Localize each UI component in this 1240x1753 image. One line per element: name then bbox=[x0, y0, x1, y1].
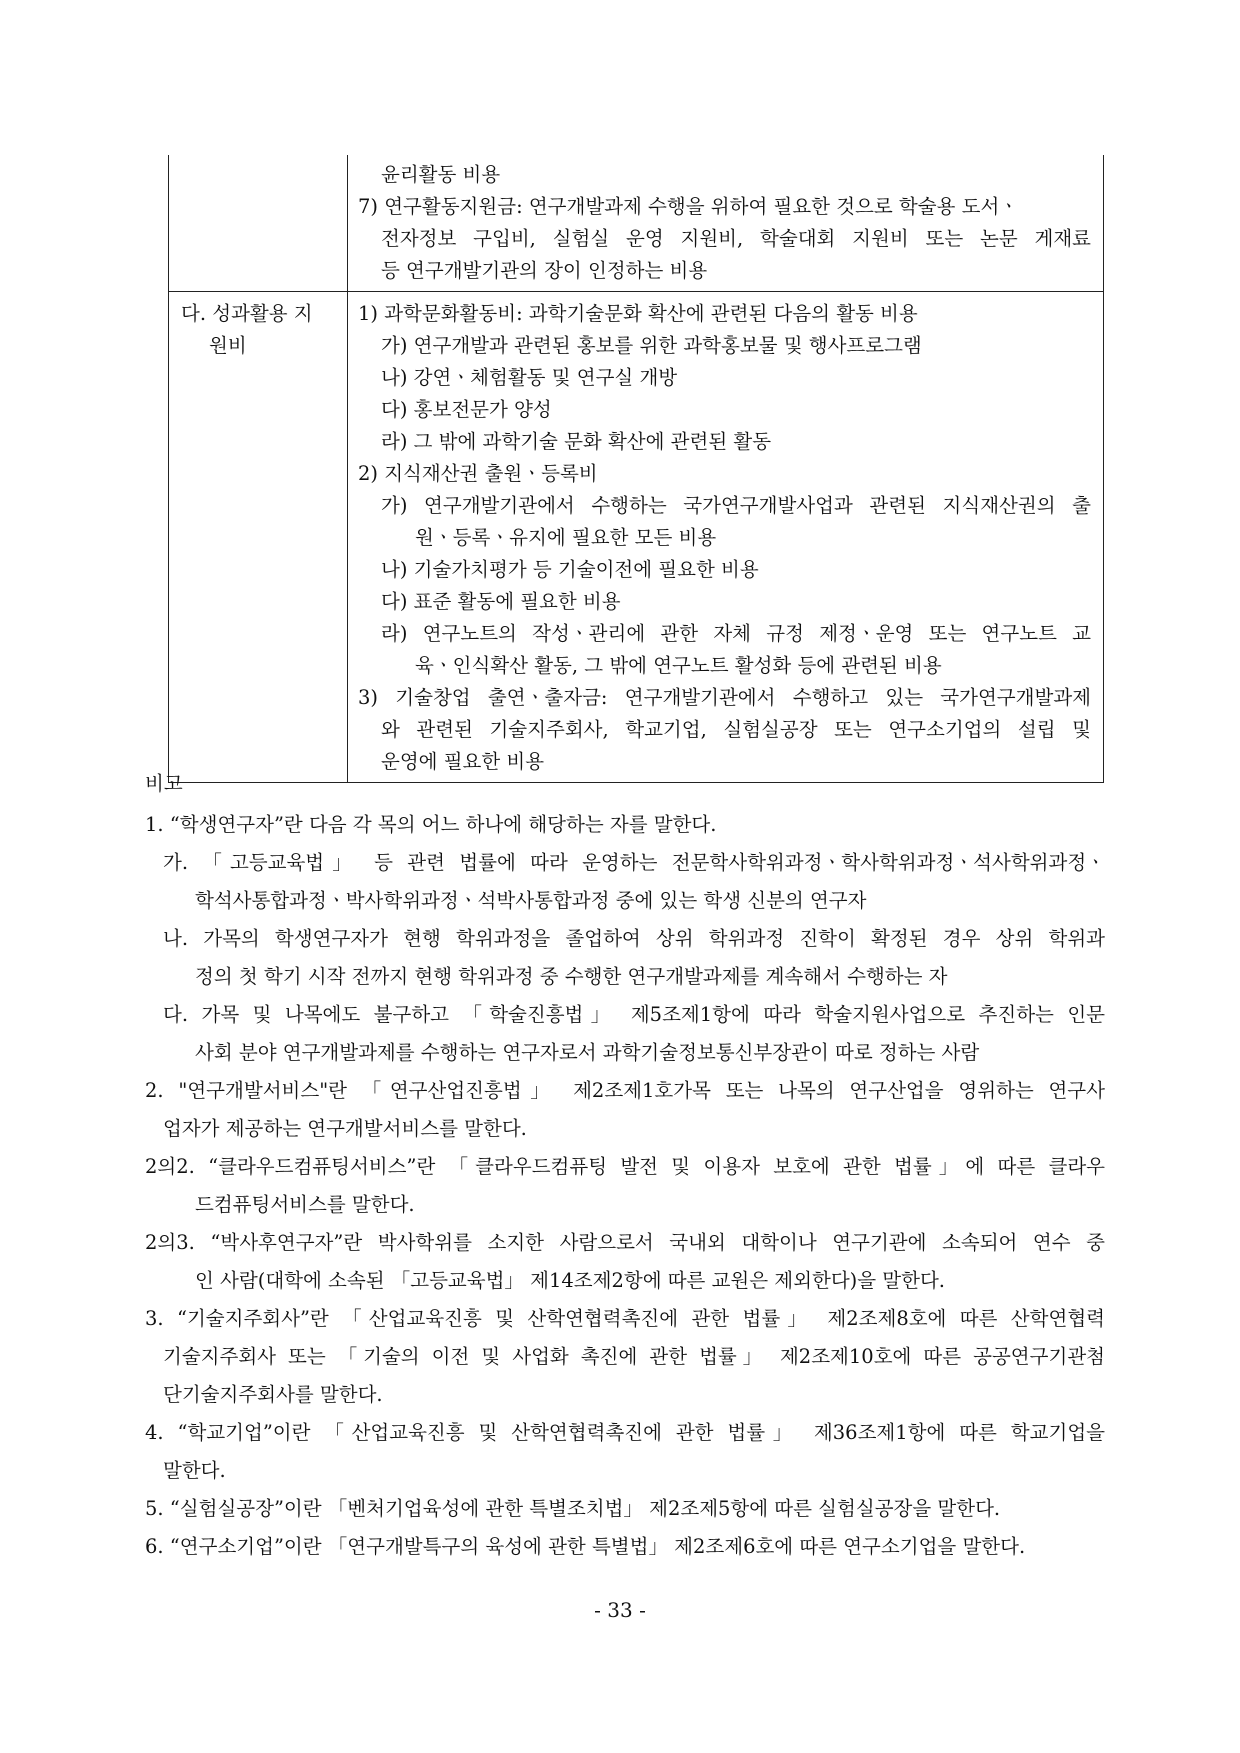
text-line: 라) 연구노트의 작성ㆍ관리에 관한 자체 규정 제정ㆍ운영 또는 연구노트 교 bbox=[381, 622, 1091, 645]
remark-line: 4. “학교기업”이란 「산업교육진흥 및 산학연협력촉진에 관한 법률」 제36조제1항에 따른 학교기업을 bbox=[145, 1421, 1105, 1444]
remark-line: 3. “기술지주회사”란 「산업교육진흥 및 산학연협력촉진에 관한 법률」 제2조제8호에 따른 산학연협력 bbox=[145, 1307, 1105, 1330]
content-cell bbox=[348, 292, 1104, 783]
remark-line: 단기술지주회사를 말한다. bbox=[163, 1383, 383, 1406]
category-label: 원비 bbox=[209, 334, 247, 357]
text-line: 육ㆍ인식확산 활동, 그 밖에 연구노트 활성화 등에 관련된 비용 bbox=[415, 654, 942, 677]
text-line: 등 연구개발기관의 장이 인정하는 비용 bbox=[381, 259, 708, 282]
table-row bbox=[169, 292, 1104, 783]
text-line: 원ㆍ등록ㆍ유지에 필요한 모든 비용 bbox=[415, 526, 717, 549]
text-line: 가) 연구개발과 관련된 홍보를 위한 과학홍보물 및 행사프로그램 bbox=[381, 334, 922, 357]
remark-line: 학석사통합과정ㆍ박사학위과정ㆍ석박사통합과정 중에 있는 학생 신분의 연구자 bbox=[195, 889, 867, 912]
category-cell bbox=[169, 292, 348, 783]
remark-line: 2의2. “클라우드컴퓨팅서비스”란 「클라우드컴퓨팅 발전 및 이용자 보호에 관한 법률」에 따른 클라우 bbox=[145, 1155, 1105, 1178]
remark-line: 5. “실험실공장”이란 「벤처기업육성에 관한 특별조치법」 제2조제5항에 따른 실험실공장을 말한다. bbox=[145, 1497, 1001, 1520]
text-line: 라) 그 밖에 과학기술 문화 확산에 관련된 활동 bbox=[381, 430, 772, 453]
text-line: 다) 홍보전문가 양성 bbox=[381, 398, 552, 421]
text-line: 와 관련된 기술지주회사, 학교기업, 실험실공장 또는 연구소기업의 설립 및 bbox=[381, 718, 1091, 741]
text-line: 운영에 필요한 비용 bbox=[381, 750, 545, 773]
text-line: 1) 과학문화활동비: 과학기술문화 확산에 관련된 다음의 활동 비용 bbox=[358, 302, 918, 325]
text-line: 나) 강연ㆍ체험활동 및 연구실 개방 bbox=[381, 366, 678, 389]
remark-line: 정의 첫 학기 시작 전까지 현행 학위과정 중 수행한 연구개발과제를 계속해서 수행하는 자 bbox=[195, 965, 948, 988]
remark-line: 업자가 제공하는 연구개발서비스를 말한다. bbox=[163, 1117, 527, 1140]
text-line: 다) 표준 활동에 필요한 비용 bbox=[381, 590, 621, 613]
remarks-title: 비고 bbox=[145, 772, 183, 795]
page-number: - 33 - bbox=[594, 1598, 646, 1622]
table-row bbox=[169, 155, 1104, 292]
text-line: 전자정보 구입비, 실험실 운영 지원비, 학술대회 지원비 또는 논문 게재료 bbox=[381, 227, 1091, 250]
text-line: 7) 연구활동지원금: 연구개발과제 수행을 위하여 필요한 것으로 학술용 도서ㆍ bbox=[358, 195, 1019, 218]
content-cell bbox=[348, 155, 1104, 292]
remark-line: 6. “연구소기업”이란 「연구개발특구의 육성에 관한 특별법」 제2조제6호에 따른 연구소기업을 말한다. bbox=[145, 1535, 1026, 1558]
remark-line: 나. 가목의 학생연구자가 현행 학위과정을 졸업하여 상위 학위과정 진학이 확정된 경우 상위 학위과 bbox=[163, 927, 1105, 950]
text-line: 나) 기술가치평가 등 기술이전에 필요한 비용 bbox=[381, 558, 759, 581]
remark-line: 드컴퓨팅서비스를 말한다. bbox=[195, 1193, 415, 1216]
remark-line: 기술지주회사 또는 「기술의 이전 및 사업화 촉진에 관한 법률」 제2조제10호에 따른 공공연구기관첨 bbox=[163, 1345, 1105, 1368]
remarks-section bbox=[145, 768, 1105, 1566]
remark-line: 2. "연구개발서비스"란 「연구산업진흥법」 제2조제1호가목 또는 나목의 연구산업을 영위하는 연구사 bbox=[145, 1079, 1105, 1102]
remark-line: 사회 분야 연구개발과제를 수행하는 연구자로서 과학기술정보통신부장관이 따로 정하는 사람 bbox=[195, 1041, 980, 1064]
remark-line: 다. 가목 및 나목에도 불구하고 「학술진흥법」 제5조제1항에 따라 학술지원사업으로 추진하는 인문 bbox=[163, 1003, 1105, 1026]
category-label: 다. 성과활용 지 bbox=[181, 302, 313, 325]
budget-table bbox=[168, 155, 1104, 783]
category-cell bbox=[169, 155, 348, 292]
remark-line: 1. “학생연구자”란 다음 각 목의 어느 하나에 해당하는 자를 말한다. bbox=[145, 813, 717, 836]
remark-line: 인 사람(대학에 소속된 「고등교육법」 제14조제2항에 따른 교원은 제외한다)을 말한다. bbox=[195, 1269, 946, 1292]
remark-line: 말한다. bbox=[163, 1459, 226, 1482]
remark-line: 2의3. “박사후연구자”란 박사학위를 소지한 사람으로서 국내외 대학이나 연구기관에 소속되어 연수 중 bbox=[145, 1231, 1105, 1254]
text-line: 3) 기술창업 출연ㆍ출자금: 연구개발기관에서 수행하고 있는 국가연구개발과제 bbox=[358, 686, 1091, 709]
text-line: 가) 연구개발기관에서 수행하는 국가연구개발사업과 관련된 지식재산권의 출 bbox=[381, 494, 1091, 517]
text-line: 윤리활동 비용 bbox=[381, 163, 501, 186]
text-line: 2) 지식재산권 출원ㆍ등록비 bbox=[358, 462, 598, 485]
remark-line: 가. 「고등교육법」 등 관련 법률에 따라 운영하는 전문학사학위과정ㆍ학사학위과정ㆍ석사학위과정ㆍ bbox=[163, 851, 1105, 874]
